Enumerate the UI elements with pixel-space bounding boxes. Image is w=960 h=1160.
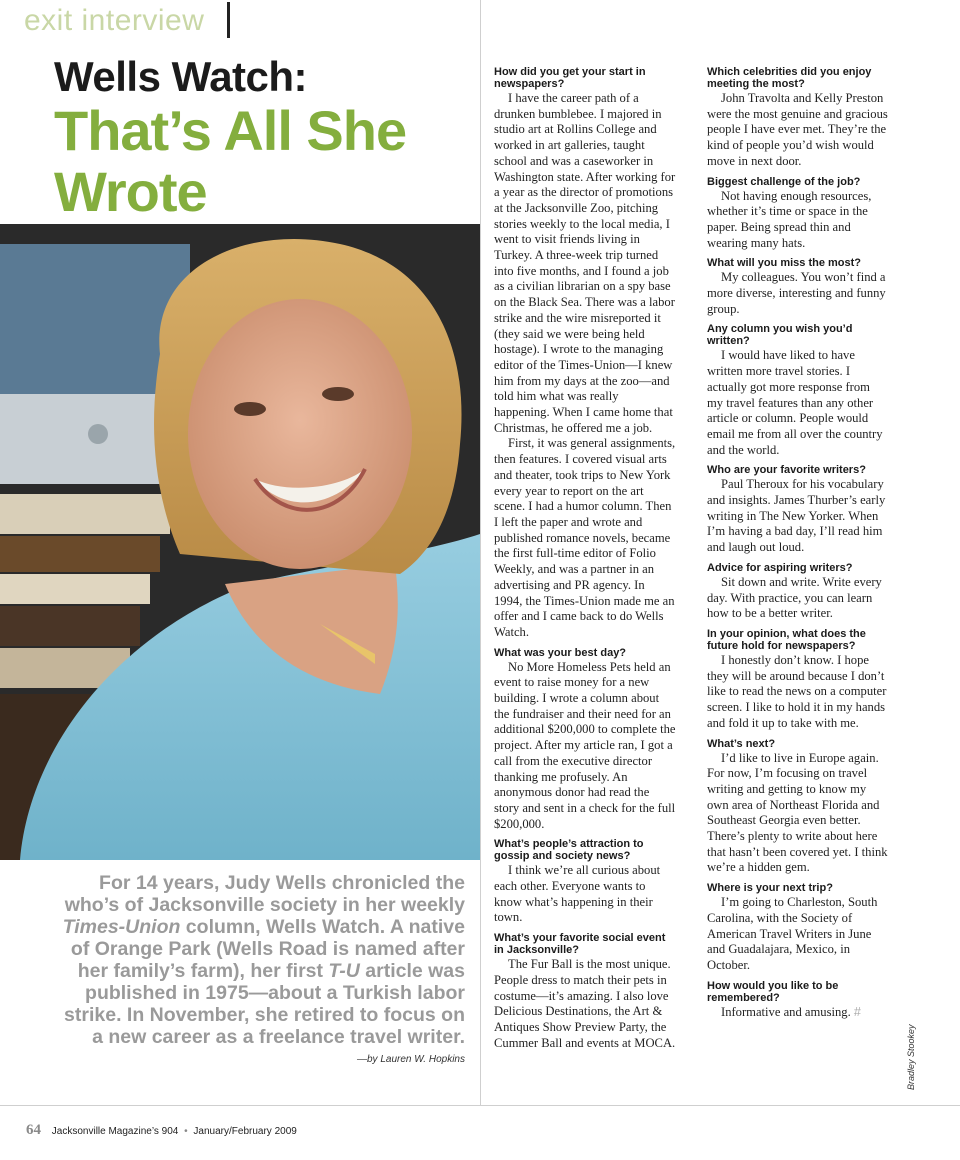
portrait-photo — [0, 224, 480, 860]
answer: I think we’re all curious about each other. Everyone wants to know what’s happening in their town. — [494, 863, 661, 925]
magazine-name: Jacksonville Magazine’s 904 — [51, 1126, 179, 1137]
answer: I honestly don’t know. I hope they will be around because I don’t like to read the news on a computer screen. I like to hold it in my hands and fold it up to take with me. — [707, 652, 887, 730]
issue-date: January/February 2009 — [193, 1126, 297, 1137]
question: Where is your next trip? — [707, 882, 833, 895]
answer: My colleagues. You won’t find a more diverse, interesting and funny group. — [707, 270, 886, 316]
footer-separator: • — [184, 1126, 188, 1137]
byline: —by Lauren W. Hopkins — [356, 1054, 465, 1065]
footer-rule — [0, 1105, 960, 1106]
page-footer — [26, 1122, 297, 1139]
question: In your opinion, what does the future hold for newspapers? — [707, 627, 866, 652]
question: What’s people’s attraction to gossip and society news? — [494, 838, 644, 863]
intro-italic-times-union: Times-Union — [62, 916, 181, 938]
page-number: 64 — [26, 1122, 41, 1138]
end-mark: # — [853, 1004, 861, 1019]
answer-final — [707, 1005, 889, 1021]
intro-part1: For 14 years, Judy Wells chronicled the who’s of Jacksonville society in her weekly — [64, 872, 465, 916]
qa-column-2 — [707, 66, 889, 1026]
headline — [54, 53, 474, 224]
column-divider — [480, 0, 481, 1105]
intro-italic-tu: T-U — [328, 960, 360, 982]
answer: Sit down and write. Write every day. With practice, you can learn how to be a better writer. — [707, 574, 882, 621]
question: Any column you wish you’d written? — [707, 323, 853, 348]
intro-text — [60, 872, 465, 1048]
answer: John Travolta and Kelly Preston were the most genuine and gracious people I have ever met. They’re the kind of people you’d wish would move in next door. — [707, 91, 888, 168]
question: Who are your favorite writers? — [707, 464, 866, 477]
intro-part3: article was published in 1975—about a Turkish labor strike. In November, she retired to focus on a new career as a freelance travel writer. — [64, 960, 465, 1048]
intro-part2: column, Wells Watch. A native of Orange Park (Wells Road is named after her family’s farm), her first — [70, 916, 465, 982]
answer: Paul Theroux for his vocabulary and insights. James Thurber’s early writing in The New Yorker. When I’m having a bad day, I’ll read him and laugh out loud. — [707, 477, 886, 555]
section-rule — [227, 2, 230, 38]
headline-line2b: Wrote — [54, 160, 207, 224]
answer: No More Homeless Pets held an event to raise money for a new building. I wrote a column about the fundraiser and their need for an additional $200,000 to complete the project. After my article ran, I got a call from the executive director thanking me profusely. An anonymous donor had read the story and sent in a check for the full $200,000. — [494, 659, 676, 831]
question: Biggest challenge of the job? — [707, 175, 861, 188]
question: What will you miss the most? — [707, 257, 862, 270]
answer: I’m going to Charleston, South Carolina, with the Society of American Travel Writers in June and Guadalajara, Mexico, in October. — [707, 895, 878, 972]
answer: I would have liked to have written more travel stories. I actually got more response from my travel features than any other article or column. People would email me from all over the country and the world. — [707, 348, 883, 457]
photo-credit: Bradley Stookey — [906, 1024, 916, 1090]
question: Advice for aspiring writers? — [707, 561, 853, 574]
headline-line2a: That’s All She — [54, 99, 407, 162]
answer-text: Informative and amusing. — [721, 1004, 851, 1019]
question: How did you get your start in newspapers? — [494, 66, 646, 90]
question: What was your best day? — [494, 646, 627, 659]
question: What’s your favorite social event in Jacksonville? — [494, 932, 666, 957]
question: Which celebrities did you enjoy meeting the most? — [707, 66, 872, 90]
answer: I’d like to live in Europe again. For now, I’m focusing on travel writing and getting to know my own area of Northeast Florida and Southeast Georgia even better. There’s plenty to write about here that hasn’t been covered yet. I think we’re a hidden gem. — [707, 750, 888, 875]
answer-continued: First, it was general assignments, then features. I covered visual arts and theater, took trips to New York every year to report on the art scene. I had a humor column. Then I left the paper and wrote and published romance novels, became the first full-time editor of Folio Weekly, and was a partner in an advertising and PR agency. In 1994, the Times-Union made me an offer and I came back to do Wells Watch. — [494, 436, 676, 639]
section-label: exit interview — [24, 4, 205, 37]
headline-line1: Wells Watch: — [54, 53, 308, 100]
answer: I have the career path of a drunken bumblebee. I majored in studio art at Rollins College and worked in art galleries, taught school and was a caseworker in Washington state. After working for a year as the director of promotions at the Jacksonville Zoo, pitching stories weekly to the local media, I went to visit friends living in Turkey. A three-week trip turned into five months, and I found a job as a civilian librarian on a spy base on the Black Sea. There was a labor strike and the wire misreported it (they said we were being held hostage). I wrote to the managing editor of the Times-Union—I knew him from my days at the zoo—and told him what was really happening. When I came home that Christmas, he offered me a job. — [494, 91, 676, 435]
answer: Not having enough resources, whether it’s time or space in the paper. Being spread thin and wearing many hats. — [707, 188, 872, 250]
answer: The Fur Ball is the most unique. People dress to match their pets in costume—it’s amazing. I also love Delicious Destinations, the Art & Antiques Show Preview Party, the Cummer Ball and events at MOCA. — [494, 957, 676, 1050]
question: What’s next? — [707, 737, 776, 750]
qa-column-1 — [494, 66, 676, 1057]
question: How would you like to be remembered? — [707, 979, 839, 1004]
